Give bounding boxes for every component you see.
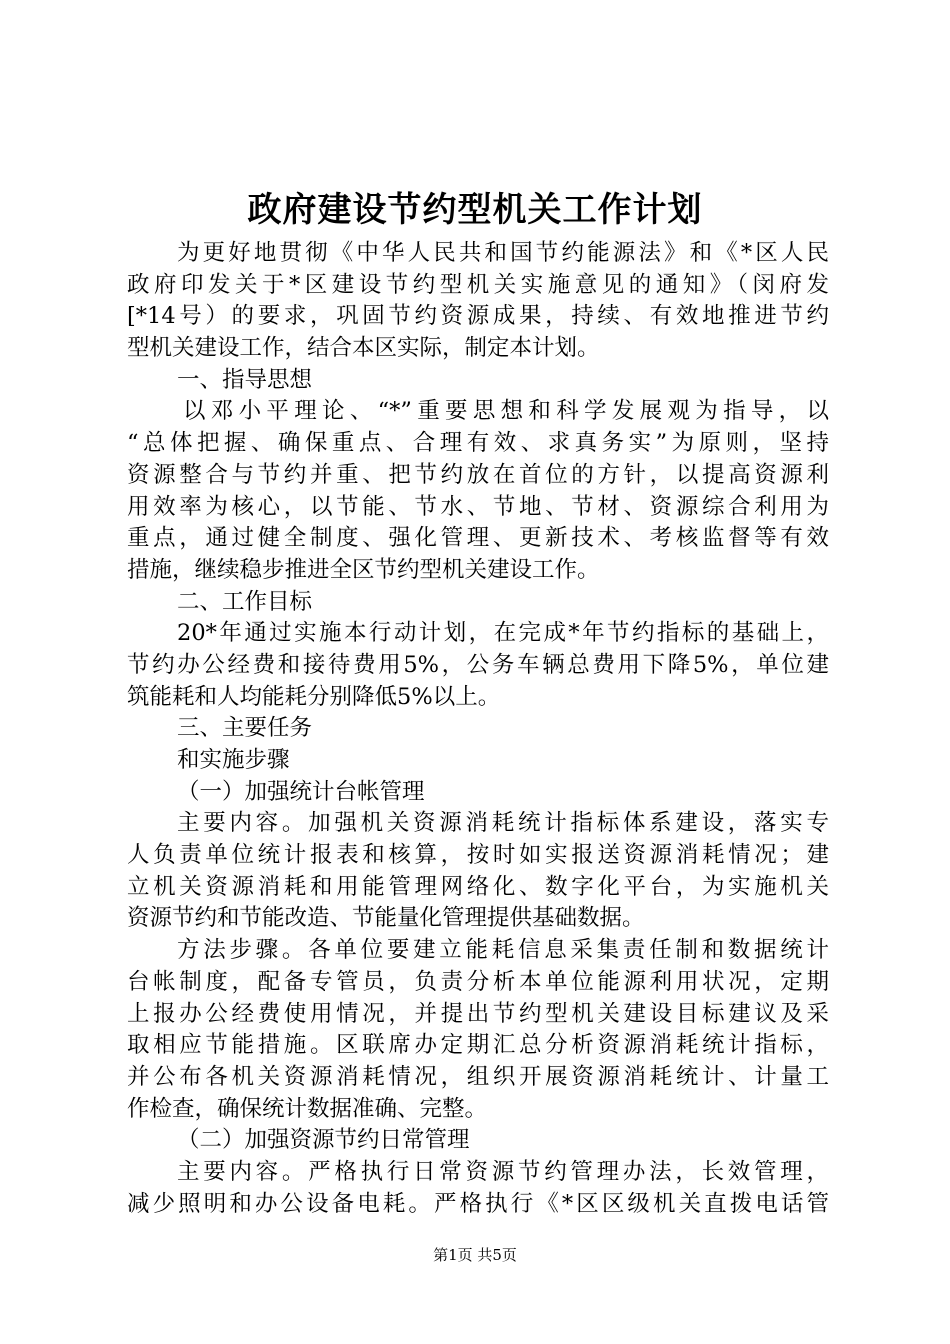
paragraph-line: 取相应节能措施。区联席办定期汇总分析资源消耗统计指标， <box>127 1032 829 1059</box>
section-heading: 三、主要任务 <box>177 715 313 742</box>
paragraph-line: 台帐制度，配备专管员，负责分析本单位能源利用状况，定期 <box>127 968 829 995</box>
paragraph-line: “总体把握、确保重点、合理有效、求真务实”为原则，坚持 <box>127 430 829 457</box>
paragraph-line: 资源节约和节能改造、节能量化管理提供基础数据。 <box>127 905 645 932</box>
paragraph-line: 筑能耗和人均能耗分别降低5%以上。 <box>127 683 501 710</box>
document-body <box>127 238 829 1220</box>
paragraph-line: 方法步骤。各单位要建立能耗信息采集责任制和数据统计 <box>177 937 829 964</box>
page-footer: 第1页 共5页 <box>433 1246 517 1264</box>
paragraph-line: 立机关资源消耗和用能管理网络化、数字化平台，为实施机关 <box>127 873 829 900</box>
paragraph-line: 人负责单位统计报表和核算，按时如实报送资源消耗情况；建 <box>127 842 829 869</box>
section-heading-continued: 和实施步骤 <box>177 747 290 773</box>
paragraph-line: 以邓小平理论、“*”重要思想和科学发展观为指导，以 <box>183 398 829 425</box>
paragraph-line: 并公布各机关资源消耗情况，组织开展资源消耗统计、计量工 <box>127 1063 829 1090</box>
paragraph-line: 政府印发关于*区建设节约型机关实施意见的通知》（闵府发 <box>127 271 829 298</box>
paragraph-line: 重点，通过健全制度、强化管理、更新技术、考核监督等有效 <box>127 525 829 552</box>
document-title: 政府建设节约型机关工作计划 <box>247 190 703 230</box>
section-heading: 二、工作目标 <box>177 588 313 615</box>
paragraph-line: 措施，继续稳步推进全区节约型机关建设工作。 <box>127 556 600 583</box>
section-heading: 一、指导思想 <box>177 366 313 393</box>
paragraph-line: 上报办公经费使用情况，并提出节约型机关建设目标建议及采 <box>127 1000 829 1027</box>
paragraph-line: 减少照明和办公设备电耗。严格执行《*区区级机关直拨电话管 <box>127 1190 829 1217</box>
subsection-heading: （一）加强统计台帐管理 <box>177 778 425 805</box>
paragraph-line: 用效率为核心，以节能、节水、节地、节材、资源综合利用为 <box>127 493 829 520</box>
paragraph-line: 节约办公经费和接待费用5%，公务车辆总费用下降5%，单位建 <box>127 651 829 678</box>
paragraph-line: 20*年通过实施本行动计划，在完成*年节约指标的基础上， <box>177 620 829 647</box>
paragraph-line: [*14号）的要求，巩固节约资源成果，持续、有效地推进节约 <box>127 303 829 330</box>
paragraph-line: 主要内容。严格执行日常资源节约管理办法，长效管理， <box>177 1158 829 1185</box>
subsection-heading: （二）加强资源节约日常管理 <box>177 1127 470 1154</box>
paragraph-line: 主要内容。加强机关资源消耗统计指标体系建设，落实专 <box>177 810 829 837</box>
paragraph-line: 为更好地贯彻《中华人民共和国节约能源法》和《*区人民 <box>177 240 829 266</box>
paragraph-line: 作检查，确保统计数据准确、完整。 <box>127 1095 488 1122</box>
paragraph-line: 型机关建设工作，结合本区实际，制定本计划。 <box>127 335 600 362</box>
paragraph-line: 资源整合与节约并重、把节约放在首位的方针，以提高资源利 <box>127 461 829 488</box>
